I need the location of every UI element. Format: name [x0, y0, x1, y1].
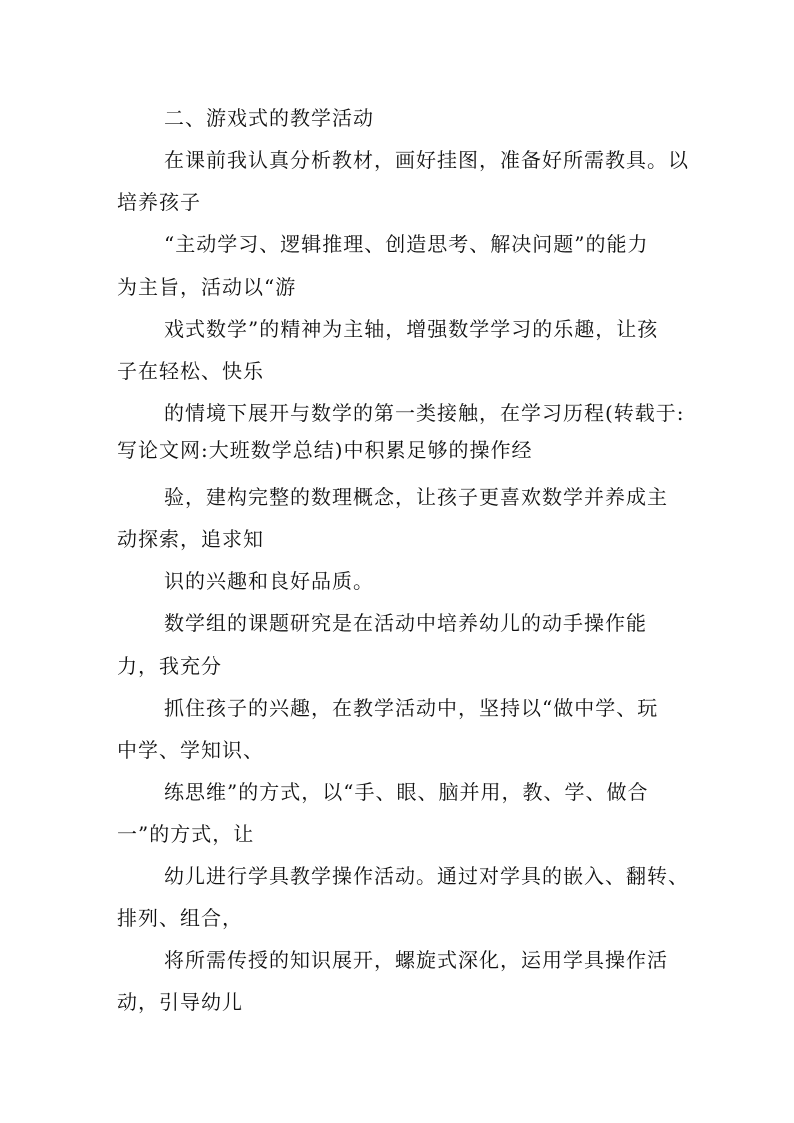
- paragraph-line: 动探索，追求知: [117, 527, 264, 551]
- paragraph-line: 数学组的课题研究是在活动中培养幼儿的动手操作能: [164, 611, 647, 635]
- paragraph-line: 子在轻松、快乐: [117, 359, 264, 383]
- paragraph-line: 的情境下展开与数学的第一类接触，在学习历程(转载于:: [164, 401, 685, 425]
- paragraph-line: “主动学习、逻辑推理、创造思考、解决问题”的能力: [164, 232, 649, 256]
- paragraph-line: 力，我充分: [117, 654, 222, 678]
- paragraph-line: 验，建构完整的数理概念，让孩子更喜欢数学并养成主: [164, 485, 668, 509]
- paragraph-line: 动，引导幼儿: [117, 990, 243, 1014]
- paragraph-line: 将所需传授的知识展开，螺旋式深化，运用学具操作活: [164, 948, 668, 972]
- paragraph-line: 一”的方式，让: [117, 822, 255, 846]
- paragraph-line: 中学、学知识、: [117, 738, 264, 762]
- paragraph-line: 排列、组合，: [117, 906, 243, 930]
- paragraph-line: 识的兴趣和良好品质。: [164, 569, 374, 593]
- paragraph-line: 培养孩子: [117, 190, 201, 214]
- paragraph-line: 戏式数学”的精神为主轴，增强数学学习的乐趣，让孩: [164, 317, 659, 341]
- paragraph-line: 为主旨，活动以“游: [117, 275, 297, 299]
- paragraph-line: 抓住孩子的兴趣，在教学活动中，坚持以“做中学、玩: [164, 696, 659, 720]
- section-heading: 二、游戏式的教学活动: [164, 106, 374, 130]
- paragraph-line: 在课前我认真分析教材，画好挂图，准备好所需教具。以: [164, 148, 689, 172]
- paragraph-line: 练思维”的方式，以“手、眼、脑并用，教、学、做合: [164, 780, 649, 804]
- paragraph-line: 写论文网:大班数学总结)中积累足够的操作经: [117, 438, 533, 462]
- paragraph-line: 幼儿进行学具教学操作活动。通过对学具的嵌入、翻转、: [164, 864, 689, 888]
